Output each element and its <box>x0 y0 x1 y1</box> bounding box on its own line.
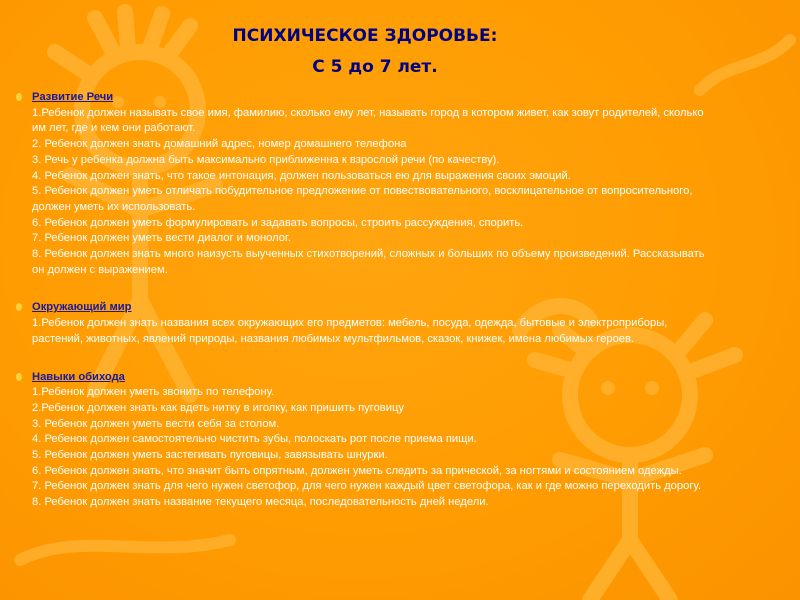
title-line-1: ПСИХИЧЕСКОЕ ЗДОРОВЬЕ: <box>232 26 498 46</box>
list-item: 1.Ребенок должен называть свое имя, фамилию, сколько ему лет, называть город в котором живет, как зовут родителей, сколько им лет, где и кем они работают. <box>32 106 704 135</box>
list-item: 7. Ребенок должен знать для чего нужен светофор, для чего нужен каждый цвет светофора, как и где можно переходить дорогу. <box>32 480 701 493</box>
section-speech <box>14 90 714 278</box>
slide-title <box>0 26 730 77</box>
bullet-icon <box>16 303 22 311</box>
list-item: 5. Ребенок должен уметь отличать побудительное предложение от повествовательного, восклицательное от вопросительного, должен уметь их использовать. <box>32 185 693 213</box>
list-item: 4. Ребенок должен самостоятельно чистить зубы, полоскать рот после приема пищи. <box>32 433 477 446</box>
section-world <box>14 300 714 347</box>
bullet-icon <box>16 93 22 101</box>
section-heading-link[interactable]: Окружающий мир <box>32 301 132 314</box>
content-body <box>14 90 714 533</box>
list-item: 8. Ребенок должен знать название текущего месяца, последовательность дней недели. <box>32 496 489 509</box>
section-household <box>14 370 714 511</box>
section-heading-link[interactable]: Навыки обихода <box>32 370 125 383</box>
title-line-2: С 5 до 7 лет. <box>312 57 438 77</box>
list-item: 1.Ребенок должен уметь звонить по телефону. <box>32 386 275 399</box>
list-item: 6. Ребенок должен уметь формулировать и задавать вопросы, строить рассуждения, спорить. <box>32 216 524 229</box>
list-item: 6. Ребенок должен знать, что значит быть опрятным, должен уметь следить за прической, за ногтями и состоянием одежды. <box>32 464 682 477</box>
list-item: 3. Речь у ребенка должна быть максимально приближенна к взрослой речи (по качеству). <box>32 153 500 166</box>
section-heading-link[interactable]: Развитие Речи <box>32 91 114 103</box>
bullet-icon <box>16 373 22 381</box>
list-item: 5. Ребенок должен уметь застегивать пуговицы, завязывать шнурки. <box>32 449 388 462</box>
list-item: 4. Ребенок должен знать, что такое интонация, должен пользоваться ею для выражения своих эмоций. <box>32 169 571 182</box>
list-item: 2.Ребенок должен знать как вдеть нитку в иголку, как пришить пуговицу <box>32 401 404 414</box>
list-item: 8. Ребенок должен знать много наизусть выученных стихотворений, сложных и больших по объему произведений. Рассказывать он должен с выражением. <box>32 248 705 276</box>
list-item: 1.Ребенок должен знать названия всех окружающих его предметов: мебель, посуда, одежда, бытовые и электроприборы, растений, животных, явлений природы, названия любимых мультфильмов, сказок, книжек, имена любимых героев. <box>32 317 668 345</box>
list-item: 7. Ребенок должен уметь вести диалог и монолог. <box>32 232 291 245</box>
list-item: 2. Ребенок должен знать домашний адрес, номер домашнего телефона <box>32 138 407 151</box>
list-item: 3. Ребенок должен уметь вести себя за столом. <box>32 417 280 430</box>
